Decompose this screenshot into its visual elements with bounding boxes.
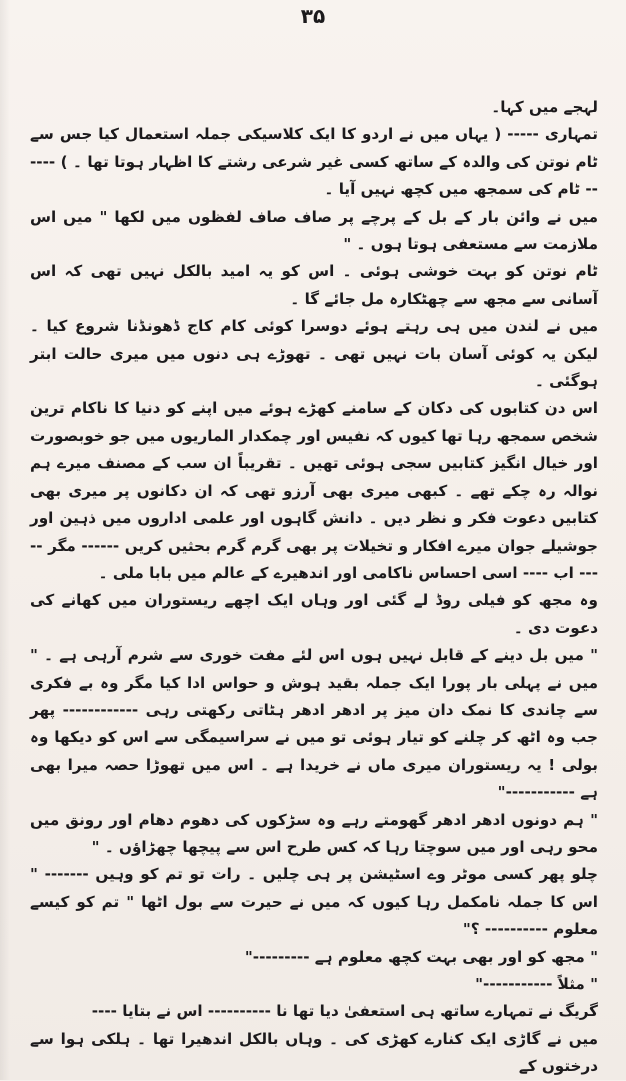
paragraph-10: چلو پھر کسی موٹر وے اسٹیشن پر ہی چلیں ۔ رات تو تم کو وہیں ------- " اس کا جملہ نامکمل رہا کیوں کہ میں نے حیرت سے بول اٹھا " تم کو کیسے معلوم ---------- ؟" — [30, 865, 598, 939]
page-number: ۳۵ — [300, 4, 326, 28]
paragraph-2: تمہاری ----- ( یہاں میں نے اردو کا ایک کلاسیکی جملہ استعمال کیا جس سے ٹام نوتن کی والدہ کے ساتھ کسی غیر شرعی رشتے کا اظہار ہوتا تھا ۔ ) ------ ٹام کی سمجھ میں کچھ نہیں آیا ۔ — [30, 125, 598, 199]
paragraph-5: میں نے لندن میں ہی رہتے ہوئے دوسرا کوئی کام کاج ڈھونڈنا شروع کیا ۔ لیکن یہ کوئی آسان بات نہیں تھی ۔ تھوڑے ہی دنوں میں میری حالت ابتر ہوگئی ۔ — [30, 317, 598, 391]
paragraph-1: لہجے میں کہا۔ — [491, 98, 598, 116]
paragraph-13: گریگ نے تمہارے ساتھ ہی استعفیٰ دیا تھا نا ---------- اس نے بتایا ---- — [91, 1002, 598, 1021]
paragraph-6: اس دن کتابوں کی دکان کے سامنے کھڑے ہوئے میں اپنے کو دنیا کا ناکام ترین شخص سمجھ رہا تھا کیوں کہ نفیس اور چمکدار الماریوں میں جو خوبصورت اور خیال انگیز کتابیں سجی ہوئی تھیں ۔ تقریباً ان سب کے مصنف میرے ہم نوالہ رہ چکے تھے ۔ کبھی میری بھی آرزو تھی کہ ان دکانوں پر میری بھی کتابیں دعوت فکر و نظر دیں ۔ دانش گاہوں اور علمی اداروں میں ذہین اور جوشیلے جوان میرے افکار و تخیلات پر بھی گرم گرم بحثیں کریں ------ مگر ----- اب ---- اسی احساس ناکامی اور اندھیرے کے عالم میں بابا ملی ۔ — [30, 399, 598, 582]
paragraph-7: وہ مجھ کو فیلی روڈ لے گئی اور وہاں ایک اچھے ریستوران میں کھانے کی دعوت دی ۔ — [30, 591, 598, 637]
paragraph-8: " میں بل دینے کے قابل نہیں ہوں اس لئے مفت خوری سے شرم آرہی ہے ۔ " میں نے پہلی بار پورا ایک جملہ بقید ہوش و حواس ادا کیا مگر وہ بے فکری سے چاندی کا نمک دان میز پر ادھر ادھر ہٹاتی رکھتی رہی ------------ پھر جب وہ اٹھ کر چلنے کو تیار ہوئی تو میں نے سراسیمگی سے اس کو دیکھا وہ بولی ! یہ ریستوران میری ماں نے خریدا ہے ۔ اس میں تھوڑا حصہ میرا بھی ہے -----------" — [30, 646, 598, 802]
paragraph-9: " ہم دونوں ادھر ادھر گھومتے رہے وہ سڑکوں کی دھوم دھام اور رونق میں محو رہی اور میں سوچتا رہا کہ کس طرح اس سے پیچھا چھڑاؤں ۔ " — [30, 810, 598, 856]
paragraph-11: " مجھ کو اور بھی بہت کچھ معلوم ہے ---------" — [244, 947, 598, 966]
paragraph-4: ٹام نوتن کو بہت خوشی ہوئی ۔ اس کو یہ امید بالکل نہیں تھی کہ اس آسانی سے مجھ سے چھٹکارہ مل جائے گا ۔ — [30, 262, 598, 308]
paragraph-3: میں نے وائن بار کے بل کے پرچے پر صاف صاف لفظوں میں لکھا " میں اس ملازمت سے مستعفی ہوتا ہوں ۔ " — [30, 207, 598, 254]
paragraph-14: میں نے گاڑی ایک کنارے کھڑی کی ۔ وہاں بالکل اندھیرا تھا ۔ ہلکی ہوا سے درختوں کے — [30, 1029, 598, 1076]
paragraph-12: " مثلاً -----------" — [475, 975, 598, 993]
page-text — [30, 94, 598, 1081]
